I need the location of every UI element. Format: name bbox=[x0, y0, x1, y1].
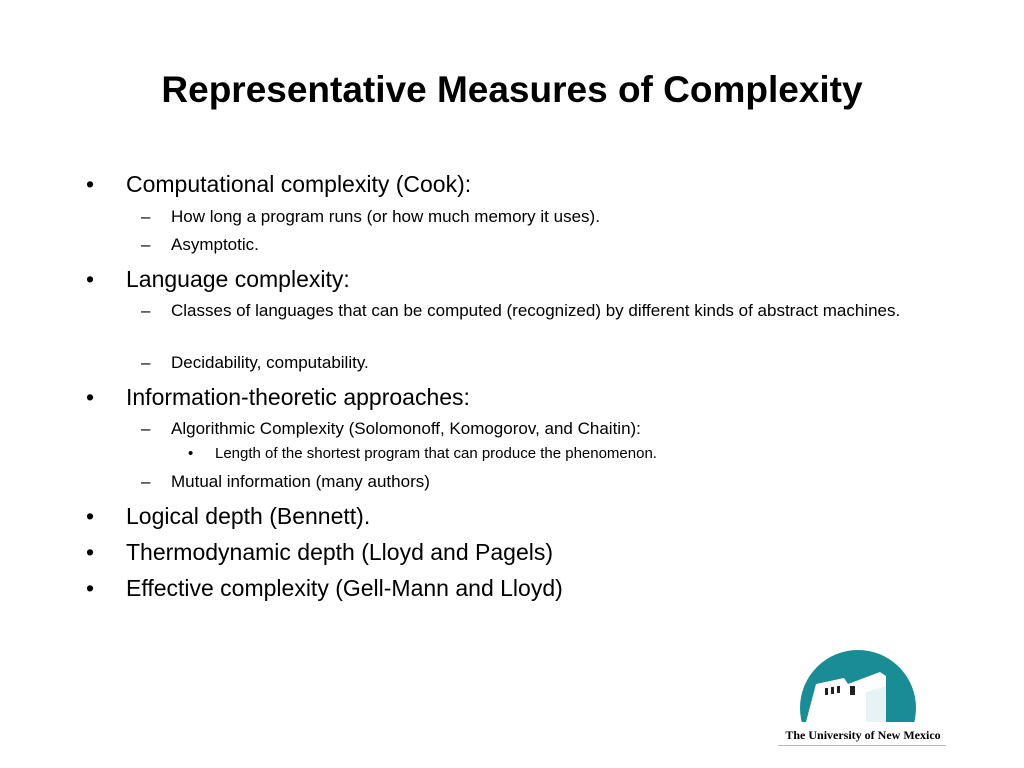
slide-title: Representative Measures of Complexity bbox=[161, 69, 863, 110]
sub-bullet-text: Classes of languages that can be computed (recognized) by different kinds of abstract machines. bbox=[171, 301, 901, 320]
bullet-text: Information-theoretic approaches: bbox=[126, 384, 470, 410]
sub-sub-bullet-text: Length of the shortest program that can produce the phenomenon. bbox=[215, 445, 657, 462]
bullet-mark: • bbox=[86, 384, 95, 410]
sub-bullet-text: Decidability, computability. bbox=[171, 353, 369, 372]
sub-bullet-mark: – bbox=[141, 207, 151, 226]
sub-sub-bullet-mark: • bbox=[188, 445, 194, 462]
bullet-mark: • bbox=[86, 266, 95, 292]
bullet-text: Thermodynamic depth (Lloyd and Pagels) bbox=[126, 539, 554, 565]
bullet-mark: • bbox=[86, 539, 95, 565]
bullet-text: Logical depth (Bennett). bbox=[126, 503, 371, 529]
sub-bullet-mark: – bbox=[141, 235, 151, 254]
bullet-text: Language complexity: bbox=[126, 266, 350, 292]
sub-bullet-text: How long a program runs (or how much memory it uses). bbox=[171, 207, 600, 226]
bullet-mark: • bbox=[86, 171, 95, 197]
bullet-text: Computational complexity (Cook): bbox=[126, 171, 472, 197]
sub-bullet-text: Algorithmic Complexity (Solomonoff, Komogorov, and Chaitin): bbox=[171, 419, 641, 438]
sub-bullet-text: Asymptotic. bbox=[171, 235, 259, 254]
sub-bullet-text: Mutual information (many authors) bbox=[171, 472, 430, 491]
sub-bullet-mark: – bbox=[141, 419, 151, 438]
logo-caption: The University of New Mexico bbox=[785, 728, 941, 742]
bullet-mark: • bbox=[86, 503, 95, 529]
logo-divider bbox=[778, 745, 946, 746]
sub-bullet-mark: – bbox=[141, 353, 151, 372]
sub-bullet-mark: – bbox=[141, 301, 151, 320]
bullet-mark: • bbox=[86, 575, 95, 601]
sub-bullet-mark: – bbox=[141, 472, 151, 491]
bullet-text: Effective complexity (Gell-Mann and Lloyd) bbox=[126, 575, 563, 601]
